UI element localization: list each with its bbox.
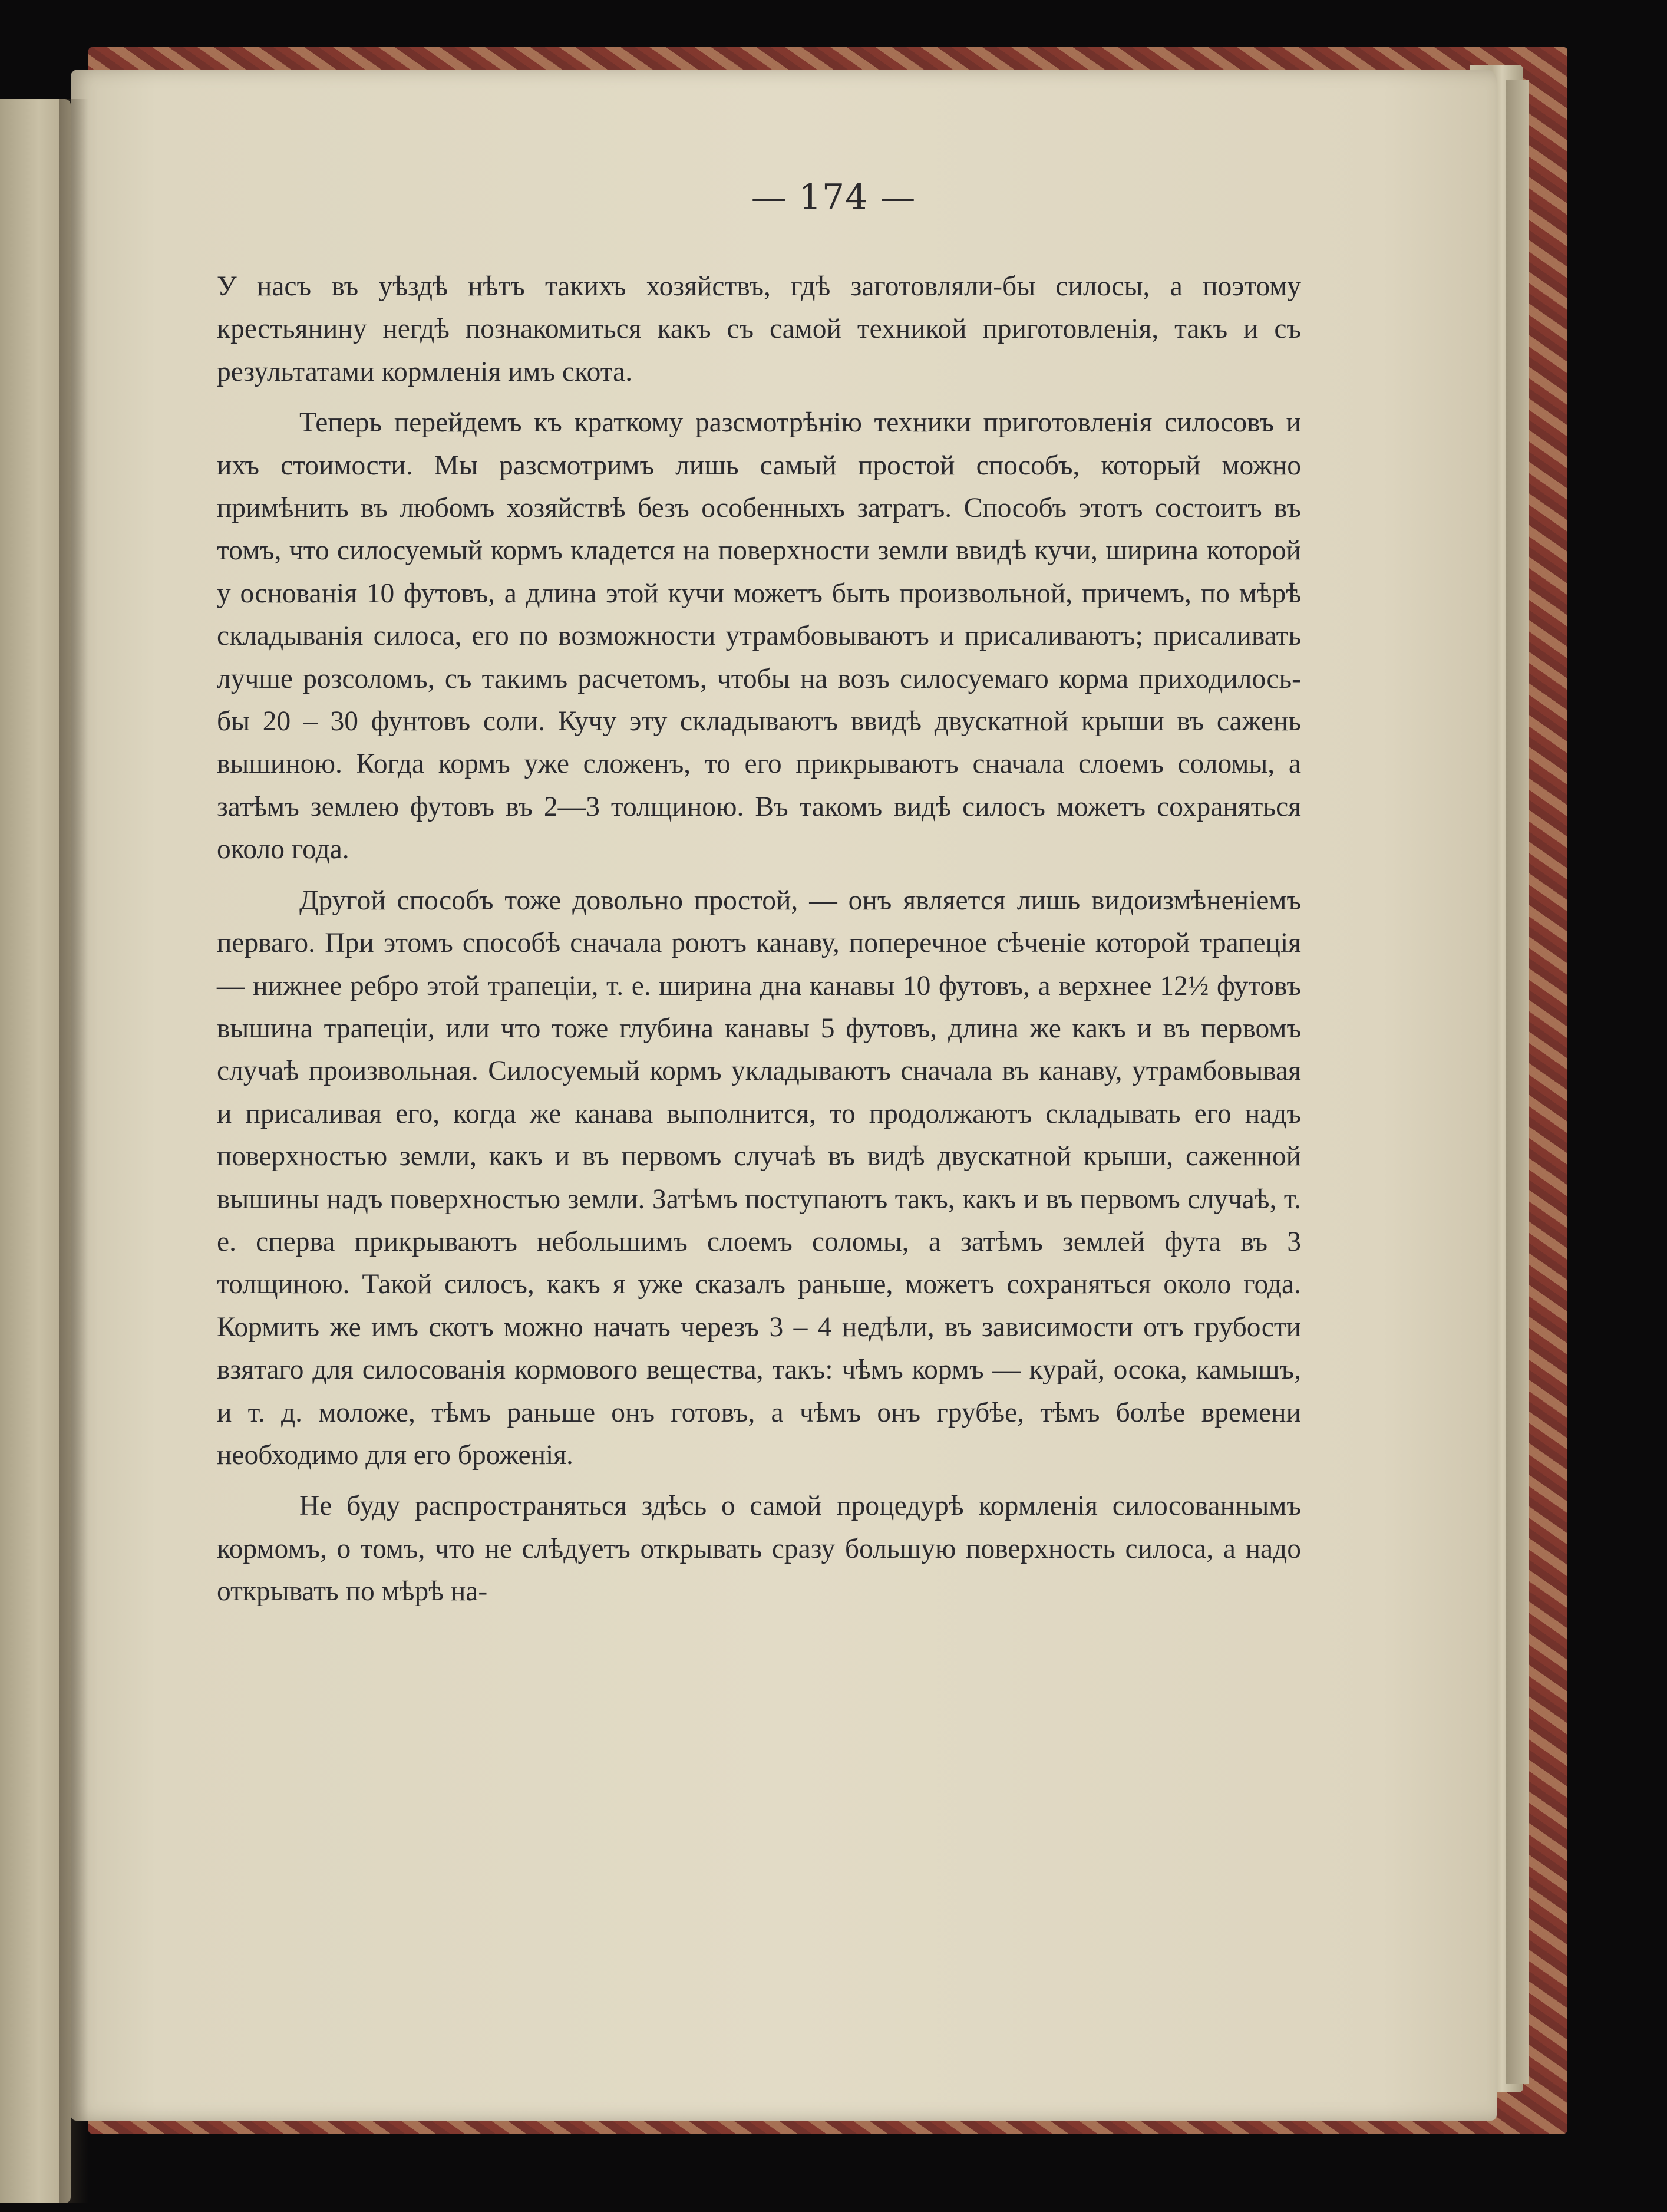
page-body: [217, 265, 1301, 1613]
page-edges-inner: [1506, 80, 1529, 2084]
paragraph-3: Другой способъ тоже довольно простой, — онъ является лишь видоизмѣненіемъ перваго. При этомъ способѣ сначала роютъ канаву, поперечное сѣченіе которой трапеція — нижнее ребро этой трапеціи, т. е. ширина дна канавы 10 футовъ, а верхнее 12½ футовъ вышина трапеціи, или что тоже глубина канавы 5 футовъ, длина же какъ и въ первомъ случаѣ произвольная. Силосуемый кормъ укладываютъ сначала въ канаву, утрамбовывая и присаливая его, когда же канава выполнится, то продолжаютъ складывать его надъ поверхностью земли, какъ и въ первомъ случаѣ въ видѣ двускатной крыши, саженной вышины надъ поверхностью земли. Затѣмъ поступаютъ такъ, какъ и въ первомъ случаѣ, т. е. сперва прикрываютъ небольшимъ слоемъ соломы, а затѣмъ землей фута въ 3 толщиною. Такой силосъ, какъ я уже сказалъ раньше, можетъ сохраняться около года. Кормить же имъ скотъ можно начать черезъ 3 – 4 недѣли, въ зависимости отъ грубости взятаго для силосованія кормового вещества, такъ: чѣмъ кормъ — курай, осока, камышъ, и т. д. моложе, тѣмъ раньше онъ готовъ, а чѣмъ онъ грубѣе, тѣмъ болѣе времени необходимо для его броженія.: [217, 885, 1301, 1471]
paragraph-4: Не буду распространяться здѣсь о самой процедурѣ кормленія силосованнымъ кормомъ, о томъ, что не слѣдуетъ открывать сразу большую поверхность силоса, а надо открывать по мѣрѣ на-: [217, 1491, 1301, 1607]
page-number: — 174 —: [751, 177, 916, 218]
paragraph-2: Теперь перейдемъ къ краткому разсмотрѣнію техники приготовленія силосовъ и ихъ стоимости. Мы разсмотримъ лишь самый простой способъ, который можно примѣнить въ любомъ хозяйствѣ безъ особенныхъ затратъ. Способъ этотъ состоитъ въ томъ, что силосуемый кормъ кладется на поверхности земли ввидѣ кучи, ширина которой у основанія 10 футовъ, а длина этой кучи можетъ быть произвольной, причемъ, по мѣрѣ складыванія силоса, его по возможности утрамбовываютъ и присаливаютъ; присаливать лучше розсоломъ, съ такимъ расчетомъ, чтобы на возъ силосуемаго корма приходилось-бы 20 – 30 фунтовъ соли. Кучу эту складываютъ ввидѣ двускатной крыши въ сажень вышиною. Когда кормъ уже сложенъ, то его прикрываютъ сначала слоемъ соломы, а затѣмъ землею футовъ въ 2—3 толщиною. Въ такомъ видѣ силосъ можетъ сохраняться около года.: [217, 407, 1301, 865]
gutter-shadow: [59, 99, 88, 2203]
paragraph-1: У насъ въ уѣздѣ нѣтъ такихъ хозяйствъ, гдѣ заготовляли-бы силосы, а поэтому крестьянину негдѣ познакомиться какъ съ самой техникой приготовленія, такъ и съ результатами кормленія имъ скота.: [217, 271, 1301, 387]
